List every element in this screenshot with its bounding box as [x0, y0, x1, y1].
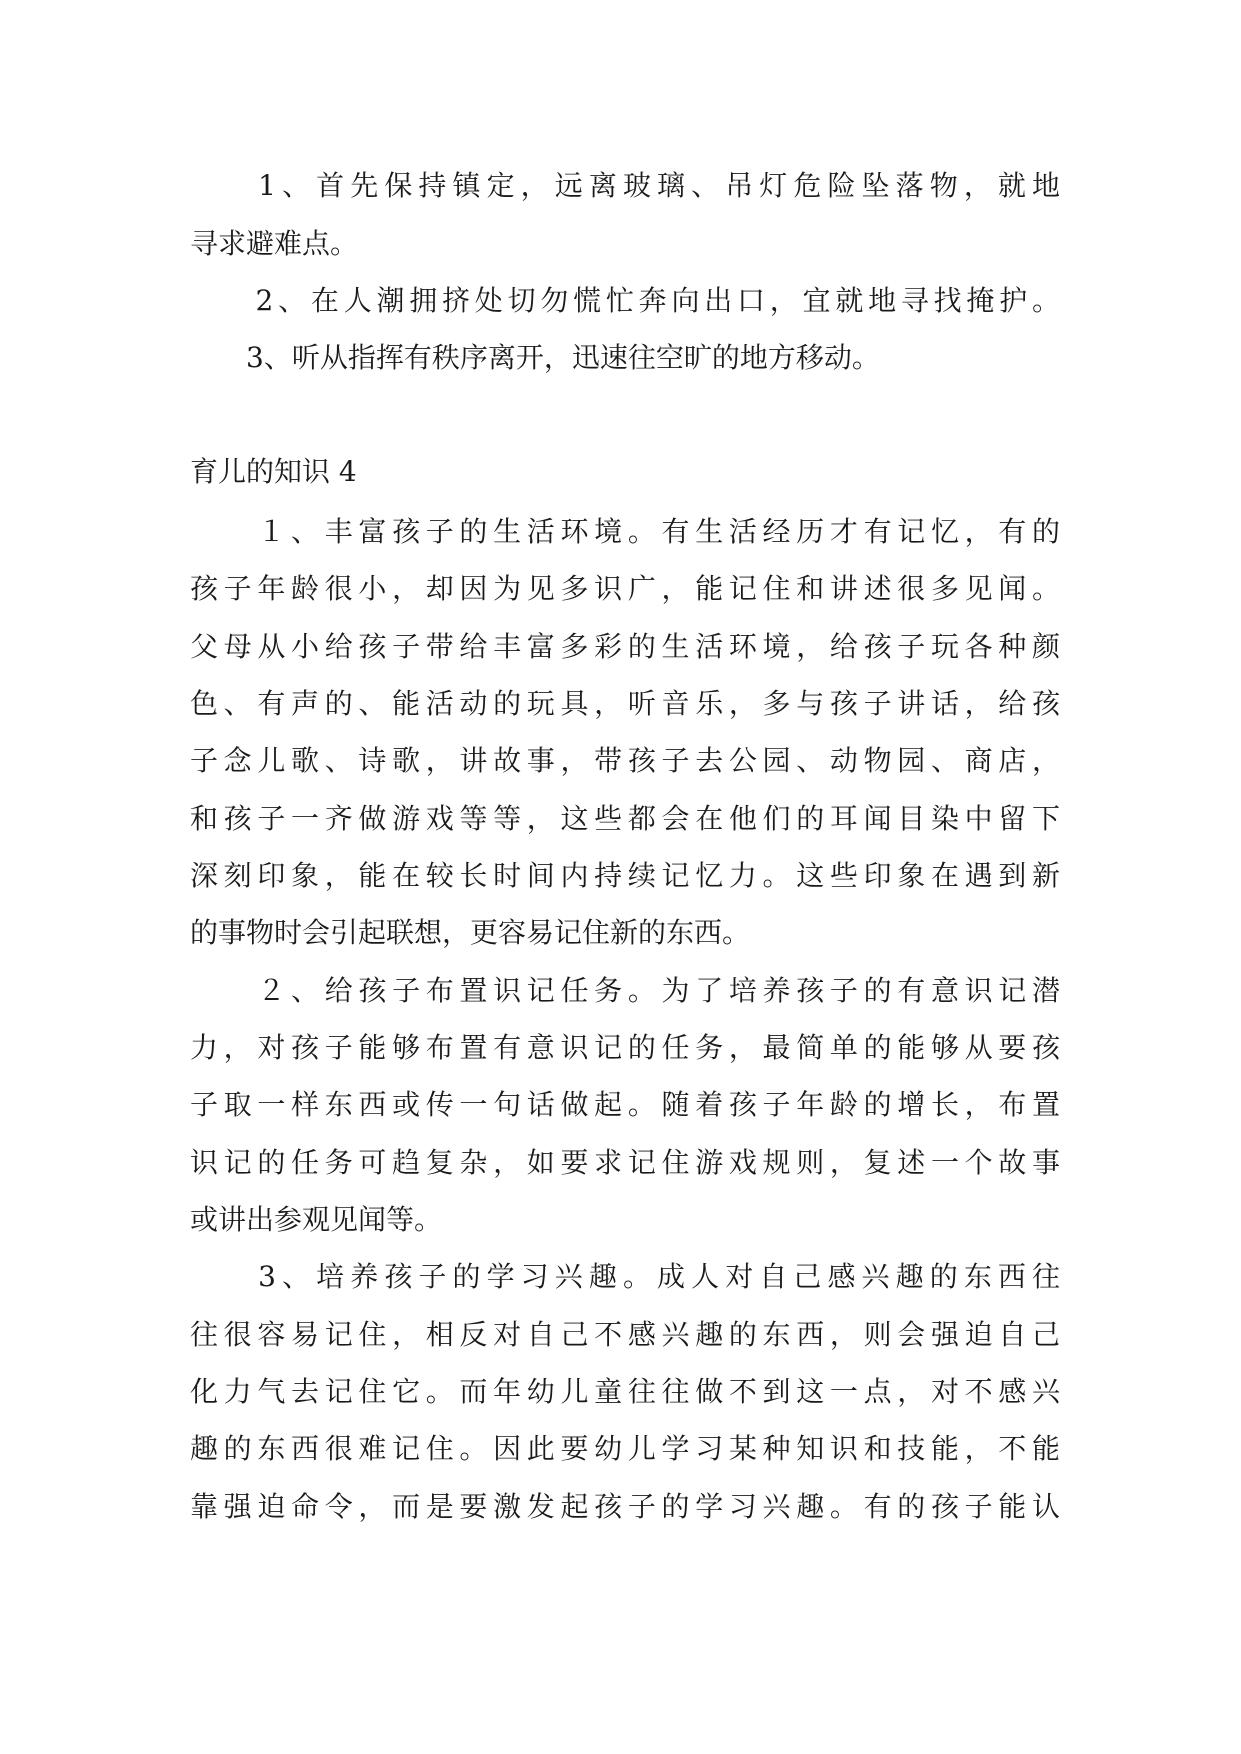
paragraph-line: 往很容易记住，相反对自己不感兴趣的东西，则会强迫自己	[190, 1318, 1060, 1351]
paragraph-line: 识记的任务可趋复杂，如要求记住游戏规则，复述一个故事	[190, 1146, 1060, 1179]
paragraph-line: ２、给孩子布置识记任务。为了培养孩子的有意识记潜	[190, 974, 1060, 1007]
paragraph-line: 趣的东西很难记住。因此要幼儿学习某种知识和技能，不能	[190, 1432, 1060, 1465]
paragraph-line: 或讲出参观见闻等。	[190, 1203, 443, 1236]
paragraph-line: 深刻印象，能在较长时间内持续记忆力。这些印象在遇到新	[190, 859, 1060, 892]
paragraph-line: 力，对孩子能够布置有意识记的任务，最简单的能够从要孩	[190, 1031, 1060, 1064]
section-heading: 育儿的知识 4	[190, 455, 357, 488]
paragraph-line: 和孩子一齐做游戏等等，这些都会在他们的耳闻目染中留下	[190, 802, 1060, 835]
paragraph-line: 子取一样东西或传一句话做起。随着孩子年龄的增长，布置	[190, 1088, 1060, 1121]
paragraph-line: 2、在人潮拥挤处切勿慌忙奔向出口，宜就地寻找掩护。	[190, 284, 1060, 317]
paragraph-line: 孩子年龄很小，却因为见多识广，能记住和讲述很多见闻。	[190, 572, 1060, 605]
paragraph-line: 靠强迫命令，而是要激发起孩子的学习兴趣。有的孩子能认	[190, 1490, 1060, 1523]
paragraph-line: １、丰富孩子的生活环境。有生活经历才有记忆，有的	[190, 515, 1060, 548]
paragraph-line: 父母从小给孩子带给丰富多彩的生活环境，给孩子玩各种颜	[190, 630, 1060, 663]
paragraph-line: 寻求避难点。	[190, 227, 359, 260]
paragraph-line: 色、有声的、能活动的玩具，听音乐，多与孩子讲话，给孩	[190, 687, 1060, 720]
paragraph-line: 3、培养孩子的学习兴趣。成人对自己感兴趣的东西往	[190, 1260, 1060, 1293]
paragraph-line: 化力气去记住它。而年幼儿童往往做不到这一点，对不感兴	[190, 1375, 1060, 1408]
paragraph-line: 的事物时会引起联想，更容易记住新的东西。	[190, 916, 751, 949]
paragraph-line: 子念儿歌、诗歌，讲故事，带孩子去公园、动物园、商店，	[190, 744, 1060, 777]
paragraph-line: 3、听从指挥有秩序离开，迅速往空旷的地方移动。	[190, 341, 880, 374]
paragraph-line: 1、首先保持镇定，远离玻璃、吊灯危险坠落物，就地	[190, 169, 1060, 202]
